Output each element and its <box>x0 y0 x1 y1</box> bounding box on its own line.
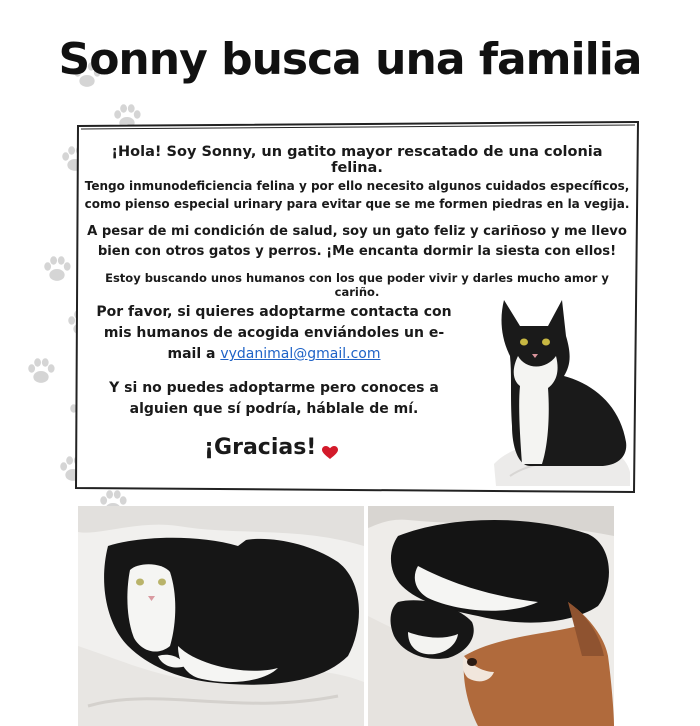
paw-print-icon <box>24 354 58 388</box>
page-title: Sonny busca una familia <box>58 34 642 85</box>
share-text: Y si no puedes adoptarme pero conoces a alguien que sí podría, háblale de mí. <box>109 380 439 417</box>
looking-text: Estoy buscando unos humanos con los que poder vivir y darles mucho amor y cariño. <box>105 271 609 299</box>
heart-icon <box>322 441 338 455</box>
health-text: Tengo inmunodeficiencia felina y por ello necesito algunos cuidados específicos, como pienso especial urinary para evitar que se me formen piedras en la vegija. <box>84 179 630 211</box>
personality-text: A pesar de mi condición de salud, soy un gato feliz y cariñoso y me llevo bien con otros gatos y perros. ¡Me encanta dormir la siesta con ellos! <box>87 224 627 259</box>
intro-text: ¡Hola! Soy Sonny, un gatito mayor rescatado de una colonia felina. <box>111 144 603 176</box>
cat-photo-sitting <box>490 296 630 486</box>
thanks-label: ¡Gracias! <box>204 435 317 460</box>
contact-prefix: Por favor, si quieres adoptarme contacta con mis humanos de acogida enviándoles un e-mail a <box>96 304 452 362</box>
paw-print-icon <box>40 252 74 286</box>
cat-photo-lying <box>78 506 364 726</box>
cat-and-dog-photo <box>368 506 614 726</box>
contact-text <box>94 302 454 365</box>
email-link[interactable]: vydanimal@gmail.com <box>220 346 381 362</box>
thanks-text <box>204 435 364 460</box>
